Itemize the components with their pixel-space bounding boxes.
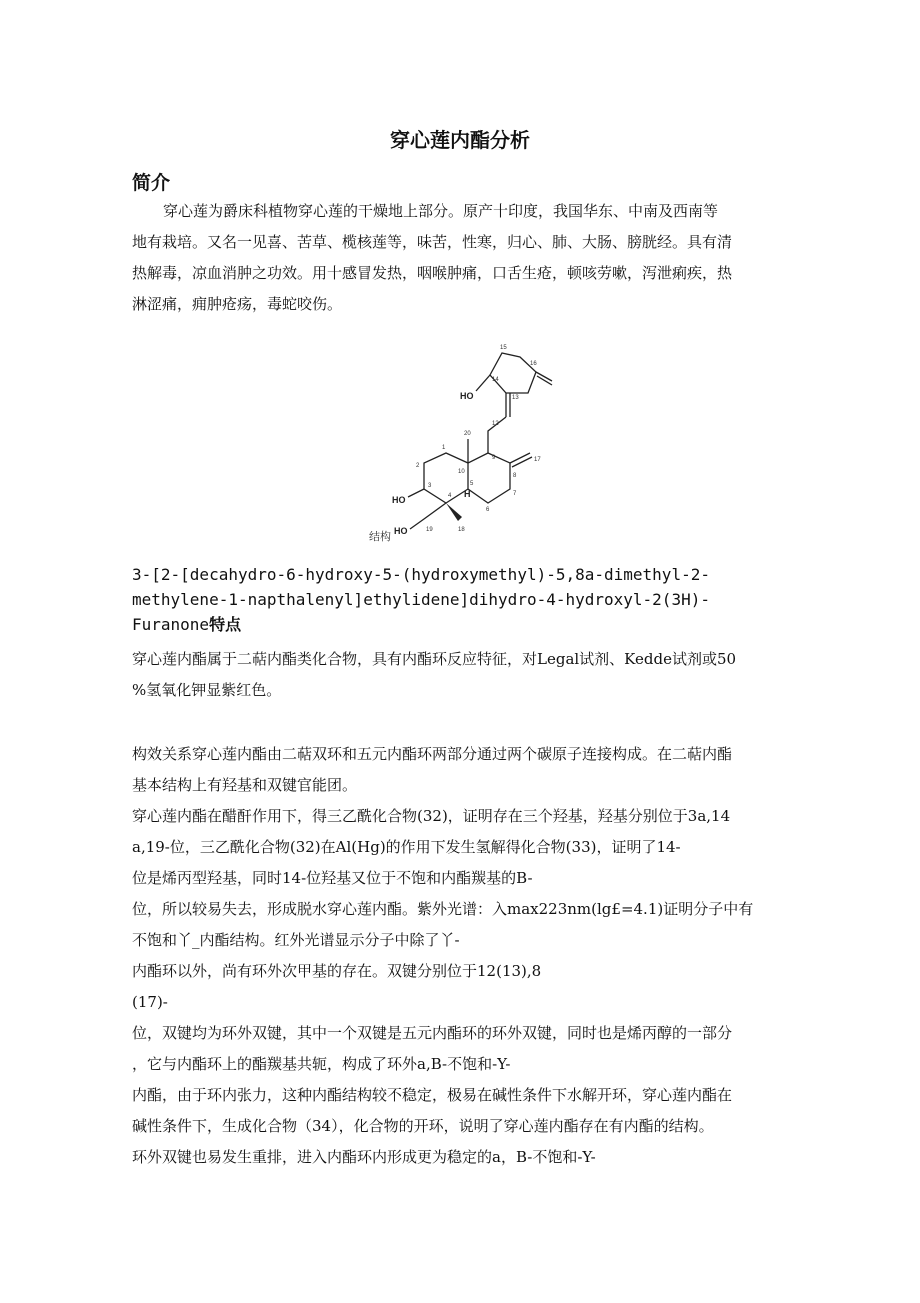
- andrographolide-structure: [360, 335, 560, 545]
- sar-line: 内酯，由于环内张力，这种内酯结构较不稳定，极易在碱性条件下水解开环，穿心莲内酯在: [132, 1086, 733, 1104]
- iupac-name-block: [132, 562, 792, 637]
- atom-label: 17: [534, 457, 541, 463]
- iupac-line: methylene-1-napthalenyl]ethylidene]dihydro-4-hydroxyl-2(3H)-: [132, 590, 710, 609]
- atom-label: 2: [416, 463, 420, 469]
- sar-line: ，它与内酯环上的酯羰基共轭，构成了环外a,B-不饱和-Y-: [132, 1055, 511, 1073]
- atom-label: 3: [428, 483, 432, 489]
- sar-line: 位是烯丙型羟基，同时14-位羟基又位于不饱和内酯羰基的B-: [132, 869, 533, 887]
- heteroatom-labels: [392, 391, 474, 536]
- sar-line: 不饱和丫_内酯结构。红外光谱显示分子中除了丫-: [132, 931, 460, 949]
- intro-line: 热解毒，凉血消肿之功效。用十感冒发热，咽喉肿痛，口舌生疮，顿咳劳嗽，泻泄痢疾，热: [132, 264, 733, 282]
- iupac-line: 3-[2-[decahydro-6-hydroxy-5-(hydroxymethyl)-5,8a-dimethyl-2-: [132, 565, 710, 584]
- intro-line: 淋涩痛，痈肿疮疡，毒蛇咬伤。: [132, 295, 343, 313]
- hydroxyl-label: HO: [394, 526, 408, 536]
- atom-label: 6: [486, 507, 490, 513]
- atom-label: 14: [492, 377, 499, 383]
- sar-line: a,19-位，三乙酰化合物(32)在Al(Hg)的作用下发生氢解得化合物(33)，证明了14-: [132, 838, 681, 856]
- sar-line: 构效关系穿心莲内酯由二萜双环和五元内酯环两部分通过两个碳原子连接构成。在二萜内酯: [132, 745, 733, 763]
- atom-label: 9: [492, 455, 496, 461]
- atom-label: 18: [458, 527, 465, 533]
- atom-label: 12: [492, 421, 499, 427]
- intro-heading: 简介: [132, 172, 171, 194]
- sar-line: 基本结构上有羟基和双键官能团。: [132, 776, 358, 794]
- atom-label: 4: [448, 493, 452, 499]
- sar-line: 位，所以较易失去，形成脱水穿心莲内酯。紫外光谱：入max223nm(lg£=4.1)证明分子中有: [132, 900, 754, 918]
- sar-line: 内酯环以外，尚有环外次甲基的存在。双键分别位于12(13),8: [132, 962, 542, 980]
- atom-number-labels: [416, 345, 541, 533]
- page-title: 穿心莲内酯分析: [390, 128, 530, 152]
- features-paragraph: [132, 644, 792, 706]
- iupac-line: Furanone: [132, 615, 210, 634]
- hydroxyl-label: HO: [460, 391, 474, 401]
- intro-line: 穿心莲为爵床科植物穿心莲的干燥地上部分。原产十印度，我国华东、中南及西南等: [163, 202, 719, 220]
- hydrogen-label: H: [464, 489, 471, 499]
- sar-line: 位，双键均为环外双键，其中一个双键是五元内酯环的环外双键，同时也是烯丙醇的一部分: [132, 1024, 733, 1042]
- atom-label: 5: [470, 481, 474, 487]
- atom-label: 15: [500, 345, 507, 351]
- features-heading: 特点: [209, 615, 242, 634]
- sar-line: (17)-: [132, 993, 168, 1011]
- sar-line: 环外双键也易发生重排，进入内酯环内形成更为稳定的a，B-不饱和-Y-: [132, 1148, 596, 1166]
- sar-line: 碱性条件下，生成化合物（34），化合物的开环，说明了穿心莲内酯存在有内酯的结构。: [132, 1117, 714, 1135]
- figure-caption: 结构: [369, 530, 391, 543]
- bond-lines: [408, 353, 552, 529]
- atom-label: 16: [530, 361, 537, 367]
- features-line: 穿心莲内酯属于二萜内酯类化合物，具有内酯环反应特征，对Legal试剂、Kedde试剂或50: [132, 650, 737, 668]
- hydroxyl-label: HO: [392, 495, 406, 505]
- atom-label: 7: [513, 491, 517, 497]
- intro-line: 地有栽培。又名一见喜、苦草、榄核莲等，味苦，性寒，归心、肺、大肠、膀胱经。具有清: [132, 233, 733, 251]
- atom-label: 8: [513, 473, 517, 479]
- atom-label: 13: [512, 395, 519, 401]
- features-line: %氢氧化钾显紫红色。: [132, 681, 282, 699]
- wedge-bond: [446, 503, 462, 521]
- intro-paragraph: [132, 196, 792, 320]
- atom-label: 10: [458, 469, 465, 475]
- structure-figure: [360, 335, 560, 545]
- atom-label: 20: [464, 431, 471, 437]
- atom-label: 19: [426, 527, 433, 533]
- sar-paragraph: [132, 739, 792, 1173]
- sar-line: 穿心莲内酯在醋酐作用下，得三乙酰化合物(32)，证明存在三个羟基，羟基分别位于3a,14: [132, 807, 731, 825]
- atom-label: 1: [442, 445, 446, 451]
